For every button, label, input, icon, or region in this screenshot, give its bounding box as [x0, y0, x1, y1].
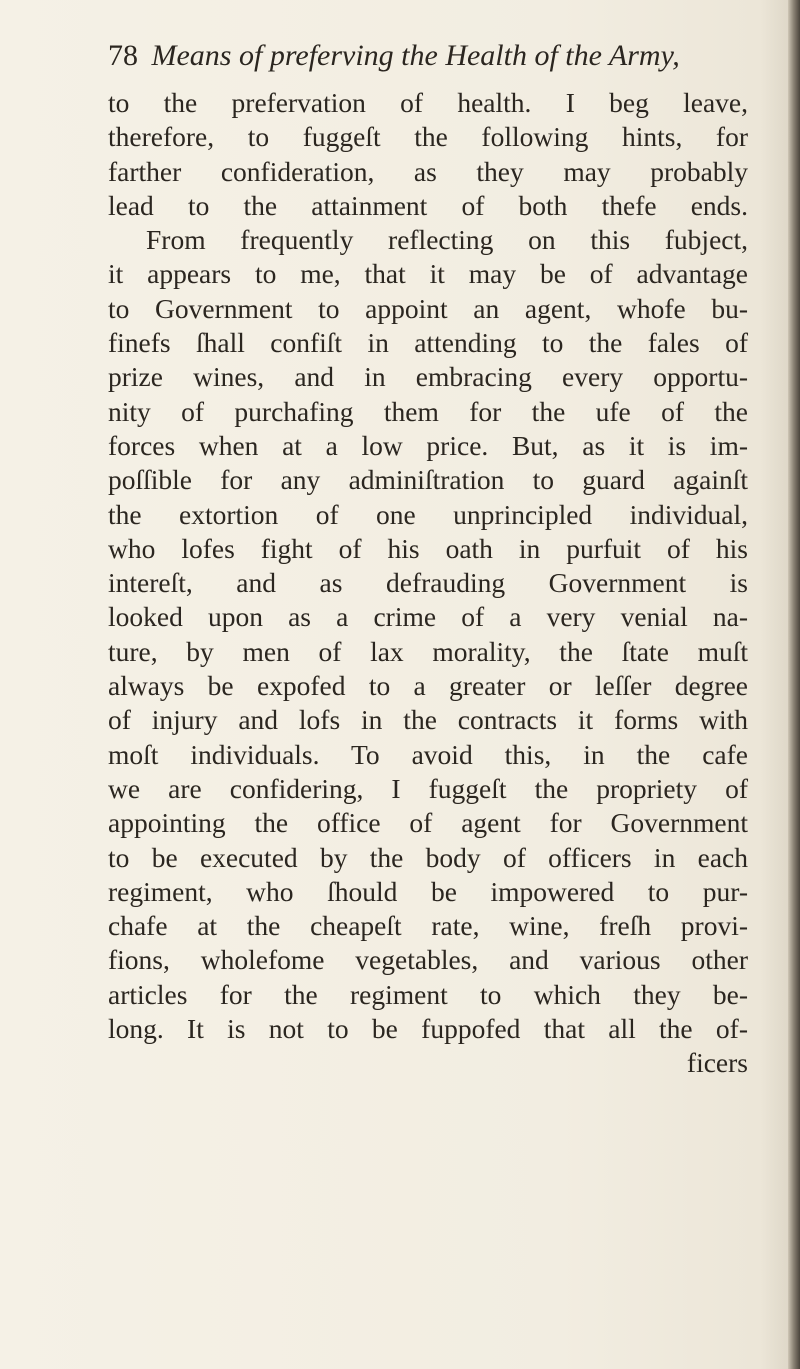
text-line: always be expofed to a greater or leſſer degree: [108, 670, 748, 702]
text-line: who lofes fight of his oath in purfuit of his: [108, 532, 748, 564]
page-number: 78: [108, 39, 138, 72]
text-line: the extortion of one unprincipled individual,: [108, 498, 748, 530]
running-head-title: Means of preferving the Health of the Army,: [151, 39, 680, 72]
text-line: articles for the regiment to which they be-: [108, 978, 748, 1010]
running-head: [108, 36, 748, 76]
text-line: therefore, to fuggeſt the following hints, for: [108, 121, 748, 153]
text-line: prize wines, and in embracing every opportu-: [108, 361, 748, 393]
body-text: [108, 86, 748, 1081]
catchword: ficers: [686, 1047, 748, 1079]
text-line: chafe at the cheapeſt rate, wine, freſh provi-: [108, 910, 748, 942]
text-line: forces when at a low price. But, as it is im-: [108, 429, 748, 461]
text-line: ture, by men of lax morality, the ſtate muſt: [108, 635, 748, 667]
text-line: From frequently reflecting on this fubject,: [146, 224, 748, 256]
text-line: finefs ſhall confiſt in attending to the fales of: [108, 327, 748, 359]
text-line: to Government to appoint an agent, whofe bu-: [108, 292, 748, 324]
text-line: fions, wholefome vegetables, and various other: [108, 944, 748, 976]
text-line: of injury and lofs in the contracts it forms with: [108, 704, 748, 736]
text-line: moſt individuals. To avoid this, in the cafe: [108, 738, 748, 770]
text-line: we are confidering, I fuggeſt the propriety of: [108, 772, 748, 804]
text-line: poſſible for any adminiſtration to guard againſt: [108, 464, 748, 496]
text-line: regiment, who ſhould be impowered to pur-: [108, 875, 748, 907]
text-line: intereſt, and as defrauding Government is: [108, 567, 748, 599]
text-line: lead to the attainment of both thefe ends.: [108, 189, 748, 221]
text-line: looked upon as a crime of a very venial na-: [108, 601, 748, 633]
text-line: long. It is not to be fuppofed that all the of-: [108, 1013, 748, 1045]
text-line: farther confideration, as they may probably: [108, 155, 748, 187]
text-line: it appears to me, that it may be of advantage: [108, 258, 748, 290]
text-line: to be executed by the body of officers in each: [108, 841, 748, 873]
text-line: to the prefervation of health. I beg leave,: [108, 87, 748, 118]
text-line: appointing the office of agent for Government: [108, 807, 748, 839]
text-line: nity of purchafing them for the ufe of the: [108, 395, 748, 427]
page-edge: [788, 0, 800, 1369]
